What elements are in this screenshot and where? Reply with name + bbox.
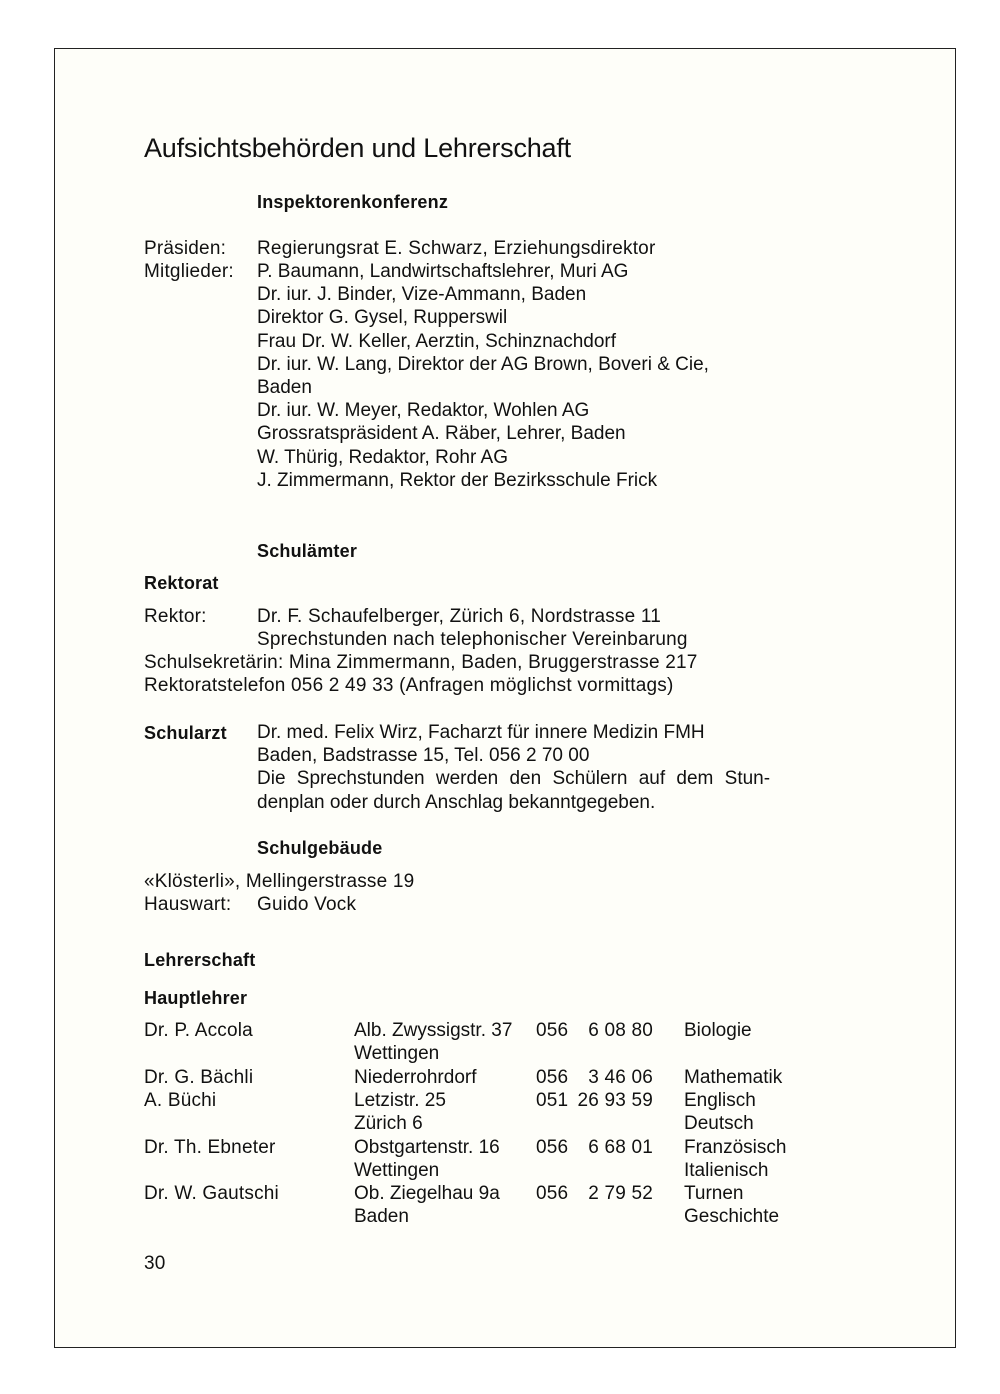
teacher-phone-prefix: 056	[536, 1020, 569, 1041]
schulaemter-heading: Schulämter	[257, 541, 358, 561]
teacher-subjects	[684, 1089, 756, 1135]
list-item: Grossratspräsident A. Räber, Lehrer, Baden	[257, 423, 626, 445]
teacher-phone-prefix: 056	[536, 1067, 569, 1088]
address-line: Letzistr. 25	[354, 1090, 446, 1111]
list-item: Direktor G. Gysel, Rupperswil	[257, 307, 508, 329]
rektorat-heading: Rektorat	[144, 573, 219, 593]
teacher-subjects	[684, 1019, 752, 1042]
address-line: Wettingen	[354, 1043, 440, 1065]
list-item: Dr. iur. W. Meyer, Redaktor, Wohlen AG	[257, 400, 590, 422]
teacher-phone-prefix: 051	[536, 1090, 569, 1111]
schulgebaeude-heading: Schulgebäude	[257, 838, 383, 858]
subject: Geschichte	[684, 1206, 780, 1228]
schulgebaeude-adresse: «Klösterli», Mellingerstrasse 19	[144, 871, 415, 892]
mitglieder-label: Mitglieder:	[144, 261, 234, 282]
teacher-phone: 2 79 52	[588, 1183, 653, 1204]
subject: Italienisch	[684, 1160, 769, 1182]
lehrerschaft-heading: Lehrerschaft	[144, 950, 256, 970]
list-item: P. Baumann, Landwirtschaftslehrer, Muri AG	[257, 261, 629, 282]
sprechstunden-text: Sprechstunden nach telephonischer Vereinbarung	[257, 629, 688, 650]
address-line: Alb. Zwyssigstr. 37	[354, 1020, 513, 1041]
hauptlehrer-heading: Hauptlehrer	[144, 988, 248, 1008]
subject: Mathematik	[684, 1067, 783, 1088]
text-line: Dr. med. Felix Wirz, Facharzt für innere Medizin FMH	[257, 722, 705, 743]
teacher-phone: 26 93 59	[577, 1090, 653, 1111]
praesident-label: Präsiden:	[144, 238, 227, 259]
teacher-phone: 6 68 01	[588, 1137, 653, 1158]
teacher-phone: 3 46 06	[588, 1067, 653, 1088]
teacher-address	[354, 1136, 500, 1182]
list-item: Baden	[257, 377, 312, 399]
teacher-phone: 6 08 80	[588, 1020, 653, 1041]
rektor-value: Dr. F. Schaufelberger, Zürich 6, Nordstrasse 11	[257, 606, 662, 627]
list-item: Dr. iur. W. Lang, Direktor der AG Brown, Boveri & Cie,	[257, 353, 709, 375]
praesident-value: Regierungsrat E. Schwarz, Erziehungsdirektor	[257, 238, 656, 259]
teacher-name: Dr. P. Accola	[144, 1020, 253, 1041]
text-line: Baden, Badstrasse 15, Tel. 056 2 70 00	[257, 745, 590, 767]
address-line: Ob. Ziegelhau 9a	[354, 1183, 500, 1204]
teacher-name: Dr. W. Gautschi	[144, 1183, 279, 1204]
mitglieder-list	[257, 260, 709, 492]
address-line: Niederrohrdorf	[354, 1067, 477, 1088]
address-line: Wettingen	[354, 1160, 440, 1182]
page-number: 30	[144, 1253, 166, 1274]
teacher-subjects	[684, 1136, 786, 1182]
teacher-subjects	[684, 1066, 782, 1089]
subject: Turnen	[684, 1183, 744, 1204]
hauswart-value: Guido Vock	[257, 894, 357, 915]
schularzt-label: Schularzt	[144, 723, 227, 743]
address-line: Baden	[354, 1206, 409, 1228]
schularzt-text	[257, 721, 770, 814]
address-line: Obstgartenstr. 16	[354, 1137, 500, 1158]
subject: Biologie	[684, 1020, 752, 1041]
document-page	[54, 48, 956, 1348]
teacher-phone-prefix: 056	[536, 1137, 569, 1158]
text-line: Die Sprechstunden werden den Schülern auf dem Stun-	[257, 768, 771, 790]
sekretaerin-text: Schulsekretärin: Mina Zimmermann, Baden, Bruggerstrasse 217	[144, 652, 698, 673]
teacher-address	[354, 1066, 477, 1089]
list-item: Frau Dr. W. Keller, Aerztin, Schinznachdorf	[257, 330, 617, 352]
teacher-subjects	[684, 1182, 779, 1228]
subject: Deutsch	[684, 1113, 754, 1135]
inspektorenkonferenz-heading: Inspektorenkonferenz	[257, 192, 449, 212]
list-item: W. Thürig, Redaktor, Rohr AG	[257, 446, 508, 468]
address-line: Zürich 6	[354, 1113, 423, 1135]
rektor-label: Rektor:	[144, 606, 207, 627]
teacher-phone-prefix: 056	[536, 1183, 569, 1204]
list-item: J. Zimmermann, Rektor der Bezirksschule Frick	[257, 469, 658, 491]
teacher-name: Dr. Th. Ebneter	[144, 1137, 276, 1158]
teacher-address	[354, 1182, 500, 1228]
subject: Französisch	[684, 1137, 787, 1158]
telefon-text: Rektoratstelefon 056 2 49 33 (Anfragen möglichst vormittags)	[144, 675, 674, 696]
text-line: denplan oder durch Anschlag bekanntgegeben.	[257, 791, 656, 813]
teacher-address	[354, 1019, 512, 1065]
list-item: Dr. iur. J. Binder, Vize-Ammann, Baden	[257, 284, 587, 306]
hauswart-label: Hauswart:	[144, 894, 232, 915]
page-title: Aufsichtsbehörden und Lehrerschaft	[144, 133, 571, 163]
teacher-name: Dr. G. Bächli	[144, 1067, 254, 1088]
subject: Englisch	[684, 1090, 756, 1111]
teacher-address	[354, 1089, 446, 1135]
teacher-name: A. Büchi	[144, 1090, 217, 1111]
